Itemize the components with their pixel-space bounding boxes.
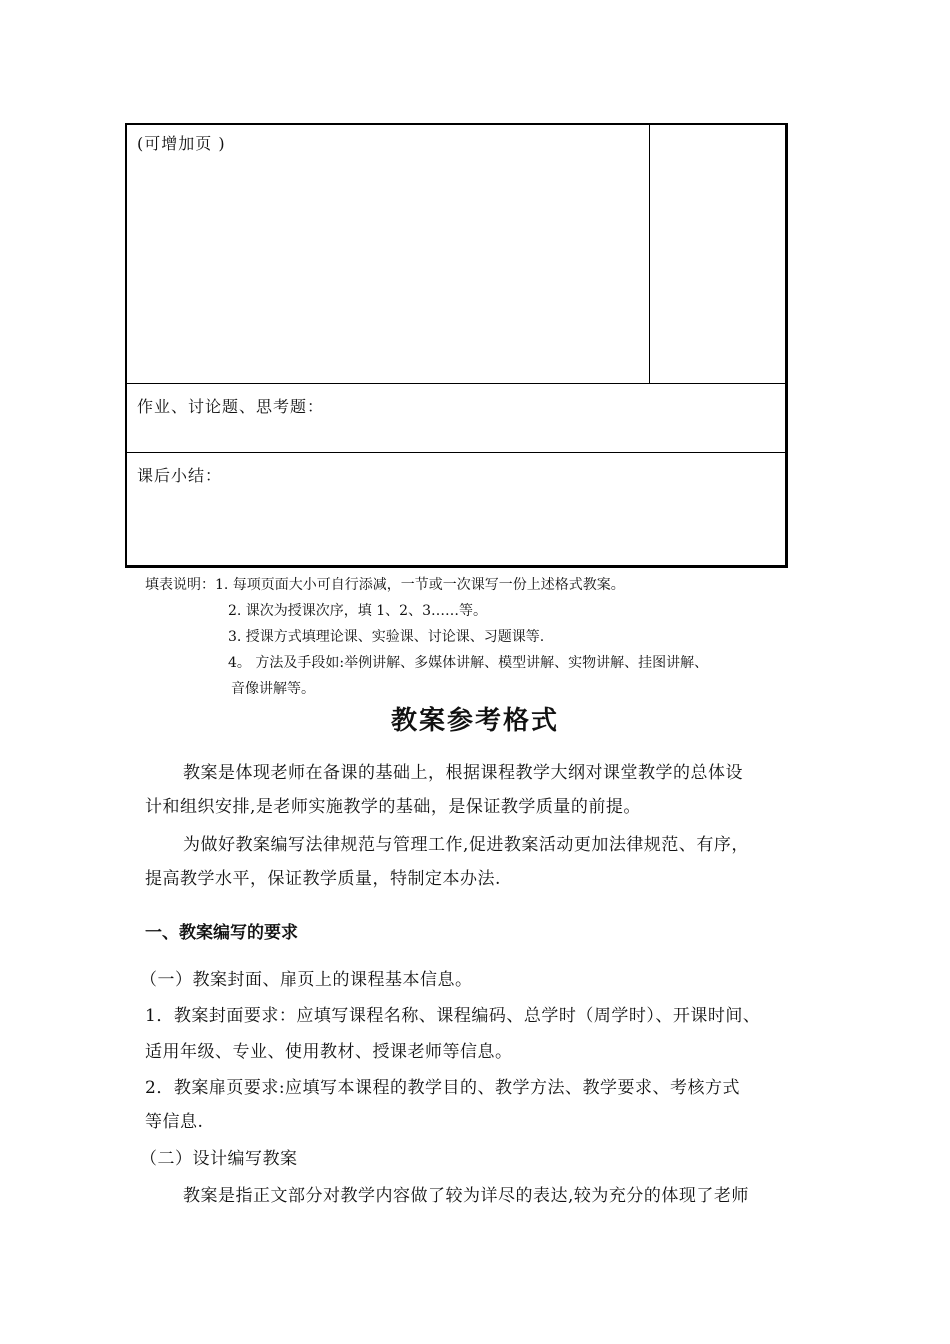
intro-paragraph-2: [145, 828, 815, 896]
note-line-5: 音像讲解等。: [231, 681, 315, 697]
paragraph-line: 教案是体现老师在备课的基础上，根据课程教学大纲对课堂教学的总体设: [183, 763, 743, 783]
subsection-heading: （二）设计编写教案: [140, 1149, 298, 1169]
note-line-2: 2. 课次为授课次序，填 1、2、3……等。: [228, 603, 487, 619]
section-heading: 一、教案编写的要求: [145, 923, 298, 943]
list-item-continued: 适用年级、专业、使用教材、授课老师等信息。: [145, 1042, 513, 1062]
summary-label: 课后小结：: [137, 466, 223, 485]
subsection-heading: （一）教案封面、扉页上的课程基本信息。: [140, 970, 473, 990]
paragraph-line: 为做好教案编写法律规范与管理工作,促进教案活动更加法律规范、有序，: [183, 835, 749, 855]
paragraph-line: 提高教学水平，保证教学质量，特制定本办法.: [145, 869, 501, 889]
teaching-content-cell: [127, 125, 650, 383]
fill-instructions: [145, 572, 708, 702]
extra-pages-note: (可增加页 ): [137, 134, 226, 153]
note-line-3: 3. 授课方式填理论课、实验课、讨论课、习题课等.: [228, 629, 545, 645]
list-item: 2．教案扉页要求:应填写本课程的教学目的、教学方法、教学要求、考核方式: [145, 1078, 741, 1098]
homework-row: [127, 383, 785, 452]
side-notes-cell: [650, 125, 788, 383]
list-item-continued: 等信息.: [145, 1112, 204, 1132]
note-line-4: 4。 方法及手段如:举例讲解、多媒体讲解、模型讲解、实物讲解、挂图讲解、: [228, 655, 709, 671]
paragraph-line: 教案是指正文部分对教学内容做了较为详尽的表达,较为充分的体现了老师: [183, 1186, 749, 1206]
paragraph-line: 计和组织安排,是老师实施教学的基础，是保证教学质量的前提。: [145, 797, 641, 817]
document-title: 教案参考格式: [390, 706, 559, 736]
intro-paragraph-1: [145, 756, 815, 824]
note-line-1: 填表说明：1. 每项页面大小可自行添减，一节或一次课写一份上述格式教案。: [145, 577, 625, 593]
summary-row: [127, 452, 785, 565]
lesson-plan-table: [125, 123, 788, 568]
list-item: 1．教案封面要求：应填写课程名称、课程编码、总学时（周学时）、开课时间、: [145, 1006, 761, 1026]
homework-label: 作业、讨论题、思考题：: [137, 397, 325, 416]
